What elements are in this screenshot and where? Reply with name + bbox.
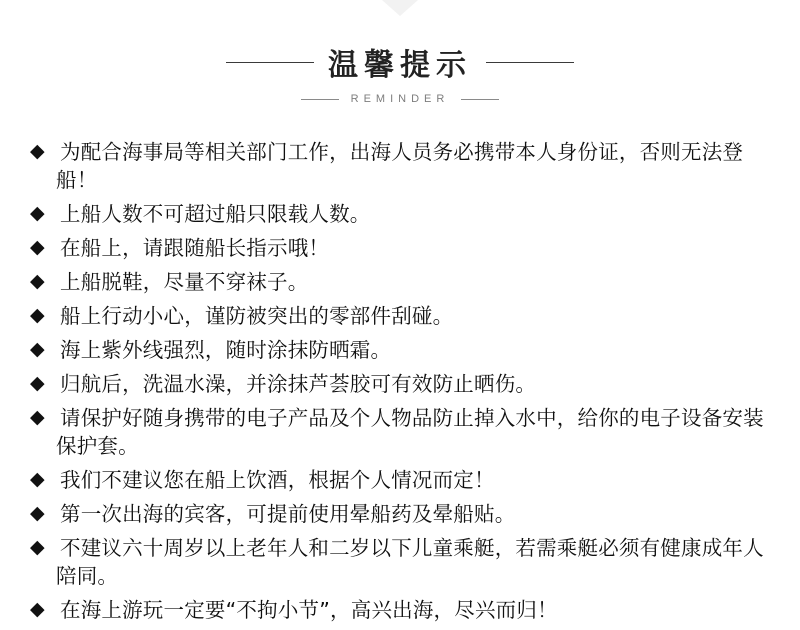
list-item [30,138,778,194]
list-item [30,534,778,590]
notice-list [30,138,778,630]
list-item [30,500,778,528]
subtitle-dash-right [461,99,499,100]
diamond-bullet-icon: ◆ [30,407,45,428]
top-triangle-decoration [382,0,418,16]
diamond-bullet-icon: ◆ [30,305,45,326]
notice-text: 上船脱鞋，尽量不穿袜子。 [60,270,309,294]
diamond-bullet-icon: ◆ [30,599,45,620]
notice-text: 在船上，请跟随船长指示哦！ [60,236,330,260]
subtitle-dash-left [301,99,339,100]
diamond-bullet-icon: ◆ [30,141,45,162]
notice-text: 第一次出海的宾客，可提前使用晕船药及晕船贴。 [60,502,516,526]
notice-text: 请保护好随身携带的电子产品及个人物品防止掉入水中，给你的电子设备安装保护套。 [56,406,764,458]
notice-text: 不建议六十周岁以上老年人和二岁以下儿童乘艇，若需乘艇必须有健康成年人陪同。 [56,536,764,588]
title-rule-right [486,62,574,63]
diamond-bullet-icon: ◆ [30,503,45,524]
list-item [30,234,778,262]
diamond-bullet-icon: ◆ [30,271,45,292]
page-title: 温馨提示 [328,48,472,83]
page-subtitle: REMINDER [350,93,450,105]
list-item [30,336,778,364]
notice-text: 归航后，洗温水澡，并涂抹芦荟胶可有效防止晒伤。 [60,372,537,396]
notice-text: 上船人数不可超过船只限载人数。 [60,202,371,226]
notice-text: 船上行动小心，谨防被突出的零部件刮碰。 [60,304,454,328]
list-item [30,370,778,398]
notice-text: 海上紫外线强烈，随时涂抹防晒霜。 [60,338,392,362]
list-item [30,404,778,460]
diamond-bullet-icon: ◆ [30,339,45,360]
page-header [0,40,800,105]
notice-text: 在海上游玩一定要“不拘小节”，高兴出海，尽兴而归！ [60,598,558,622]
diamond-bullet-icon: ◆ [30,373,45,394]
list-item [30,466,778,494]
diamond-bullet-icon: ◆ [30,203,45,224]
diamond-bullet-icon: ◆ [30,537,45,558]
list-item [30,268,778,296]
list-item [30,200,778,228]
diamond-bullet-icon: ◆ [30,237,45,258]
notice-text: 为配合海事局等相关部门工作，出海人员务必携带本人身份证，否则无法登船！ [56,140,744,192]
title-rule-left [226,62,314,63]
notice-text: 我们不建议您在船上饮酒，根据个人情况而定！ [60,468,495,492]
list-item [30,596,778,624]
list-item [30,302,778,330]
header-subtitle-row [0,93,800,105]
diamond-bullet-icon: ◆ [30,469,45,490]
header-title-row [0,40,800,84]
